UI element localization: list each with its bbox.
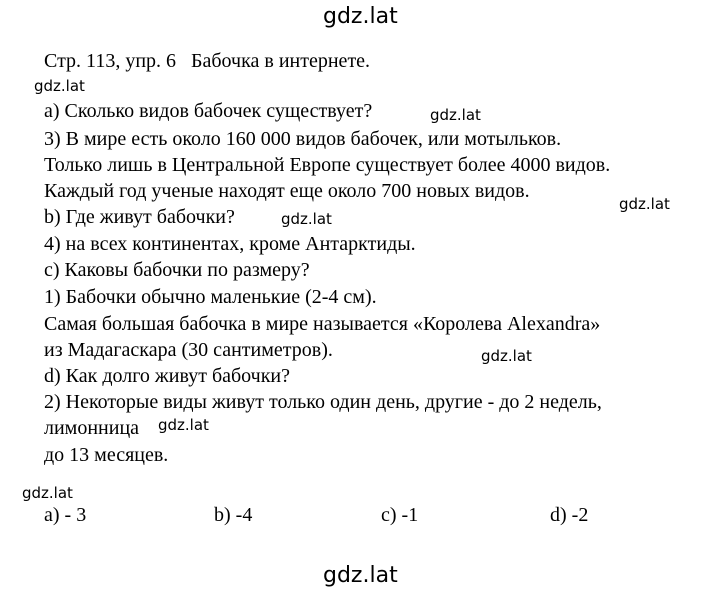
answer-key-d: d) -2	[550, 504, 589, 526]
watermark: gdz.lat	[281, 210, 332, 228]
watermark: gdz.lat	[34, 77, 85, 95]
answer-key-b: b) -4	[214, 504, 253, 526]
answer-d-line-2: лимонница	[44, 417, 140, 439]
answer-d-line-1: 2) Некоторые виды живут только один день, другие - до 2 недель,	[44, 391, 602, 413]
answer-a-line-3: Каждый год ученые находят еще около 700 новых видов.	[44, 180, 530, 202]
watermark: gdz.lat	[481, 347, 532, 365]
answer-c-line-1: 1) Бабочки обычно маленькие (2-4 см).	[44, 286, 377, 308]
answer-d-line-3: до 13 месяцев.	[44, 444, 169, 466]
watermark-bottom: gdz.lat	[323, 563, 398, 588]
watermark: gdz.lat	[430, 106, 481, 124]
answer-b: 4) на всех континентах, кроме Антарктиды.	[44, 233, 416, 255]
answer-key-c: c) -1	[381, 504, 419, 526]
watermark: gdz.lat	[619, 195, 670, 213]
watermark: gdz.lat	[22, 484, 73, 502]
answer-c-line-3: из Мадагаскара (30 сантиметров).	[44, 339, 333, 361]
question-d: d) Как долго живут бабочки?	[44, 365, 291, 387]
answer-c-line-2: Самая большая бабочка в мире называется «Королева Alexandra»	[44, 313, 601, 335]
exercise-title: Стр. 113, упр. 6 Бабочка в интернете.	[44, 50, 371, 72]
answer-a-line-1: 3) В мире есть около 160 000 видов бабочек, или мотыльков.	[44, 128, 562, 150]
answer-a-line-2: Только лишь в Центральной Европе существует более 4000 видов.	[44, 154, 611, 176]
watermark: gdz.lat	[158, 416, 209, 434]
watermark-top: gdz.lat	[323, 4, 398, 29]
question-c: c) Каковы бабочки по размеру?	[44, 259, 310, 281]
question-a: a) Сколько видов бабочек существует?	[44, 100, 373, 122]
question-b: b) Где живут бабочки?	[44, 206, 235, 228]
answer-key-a: a) - 3	[44, 504, 87, 526]
